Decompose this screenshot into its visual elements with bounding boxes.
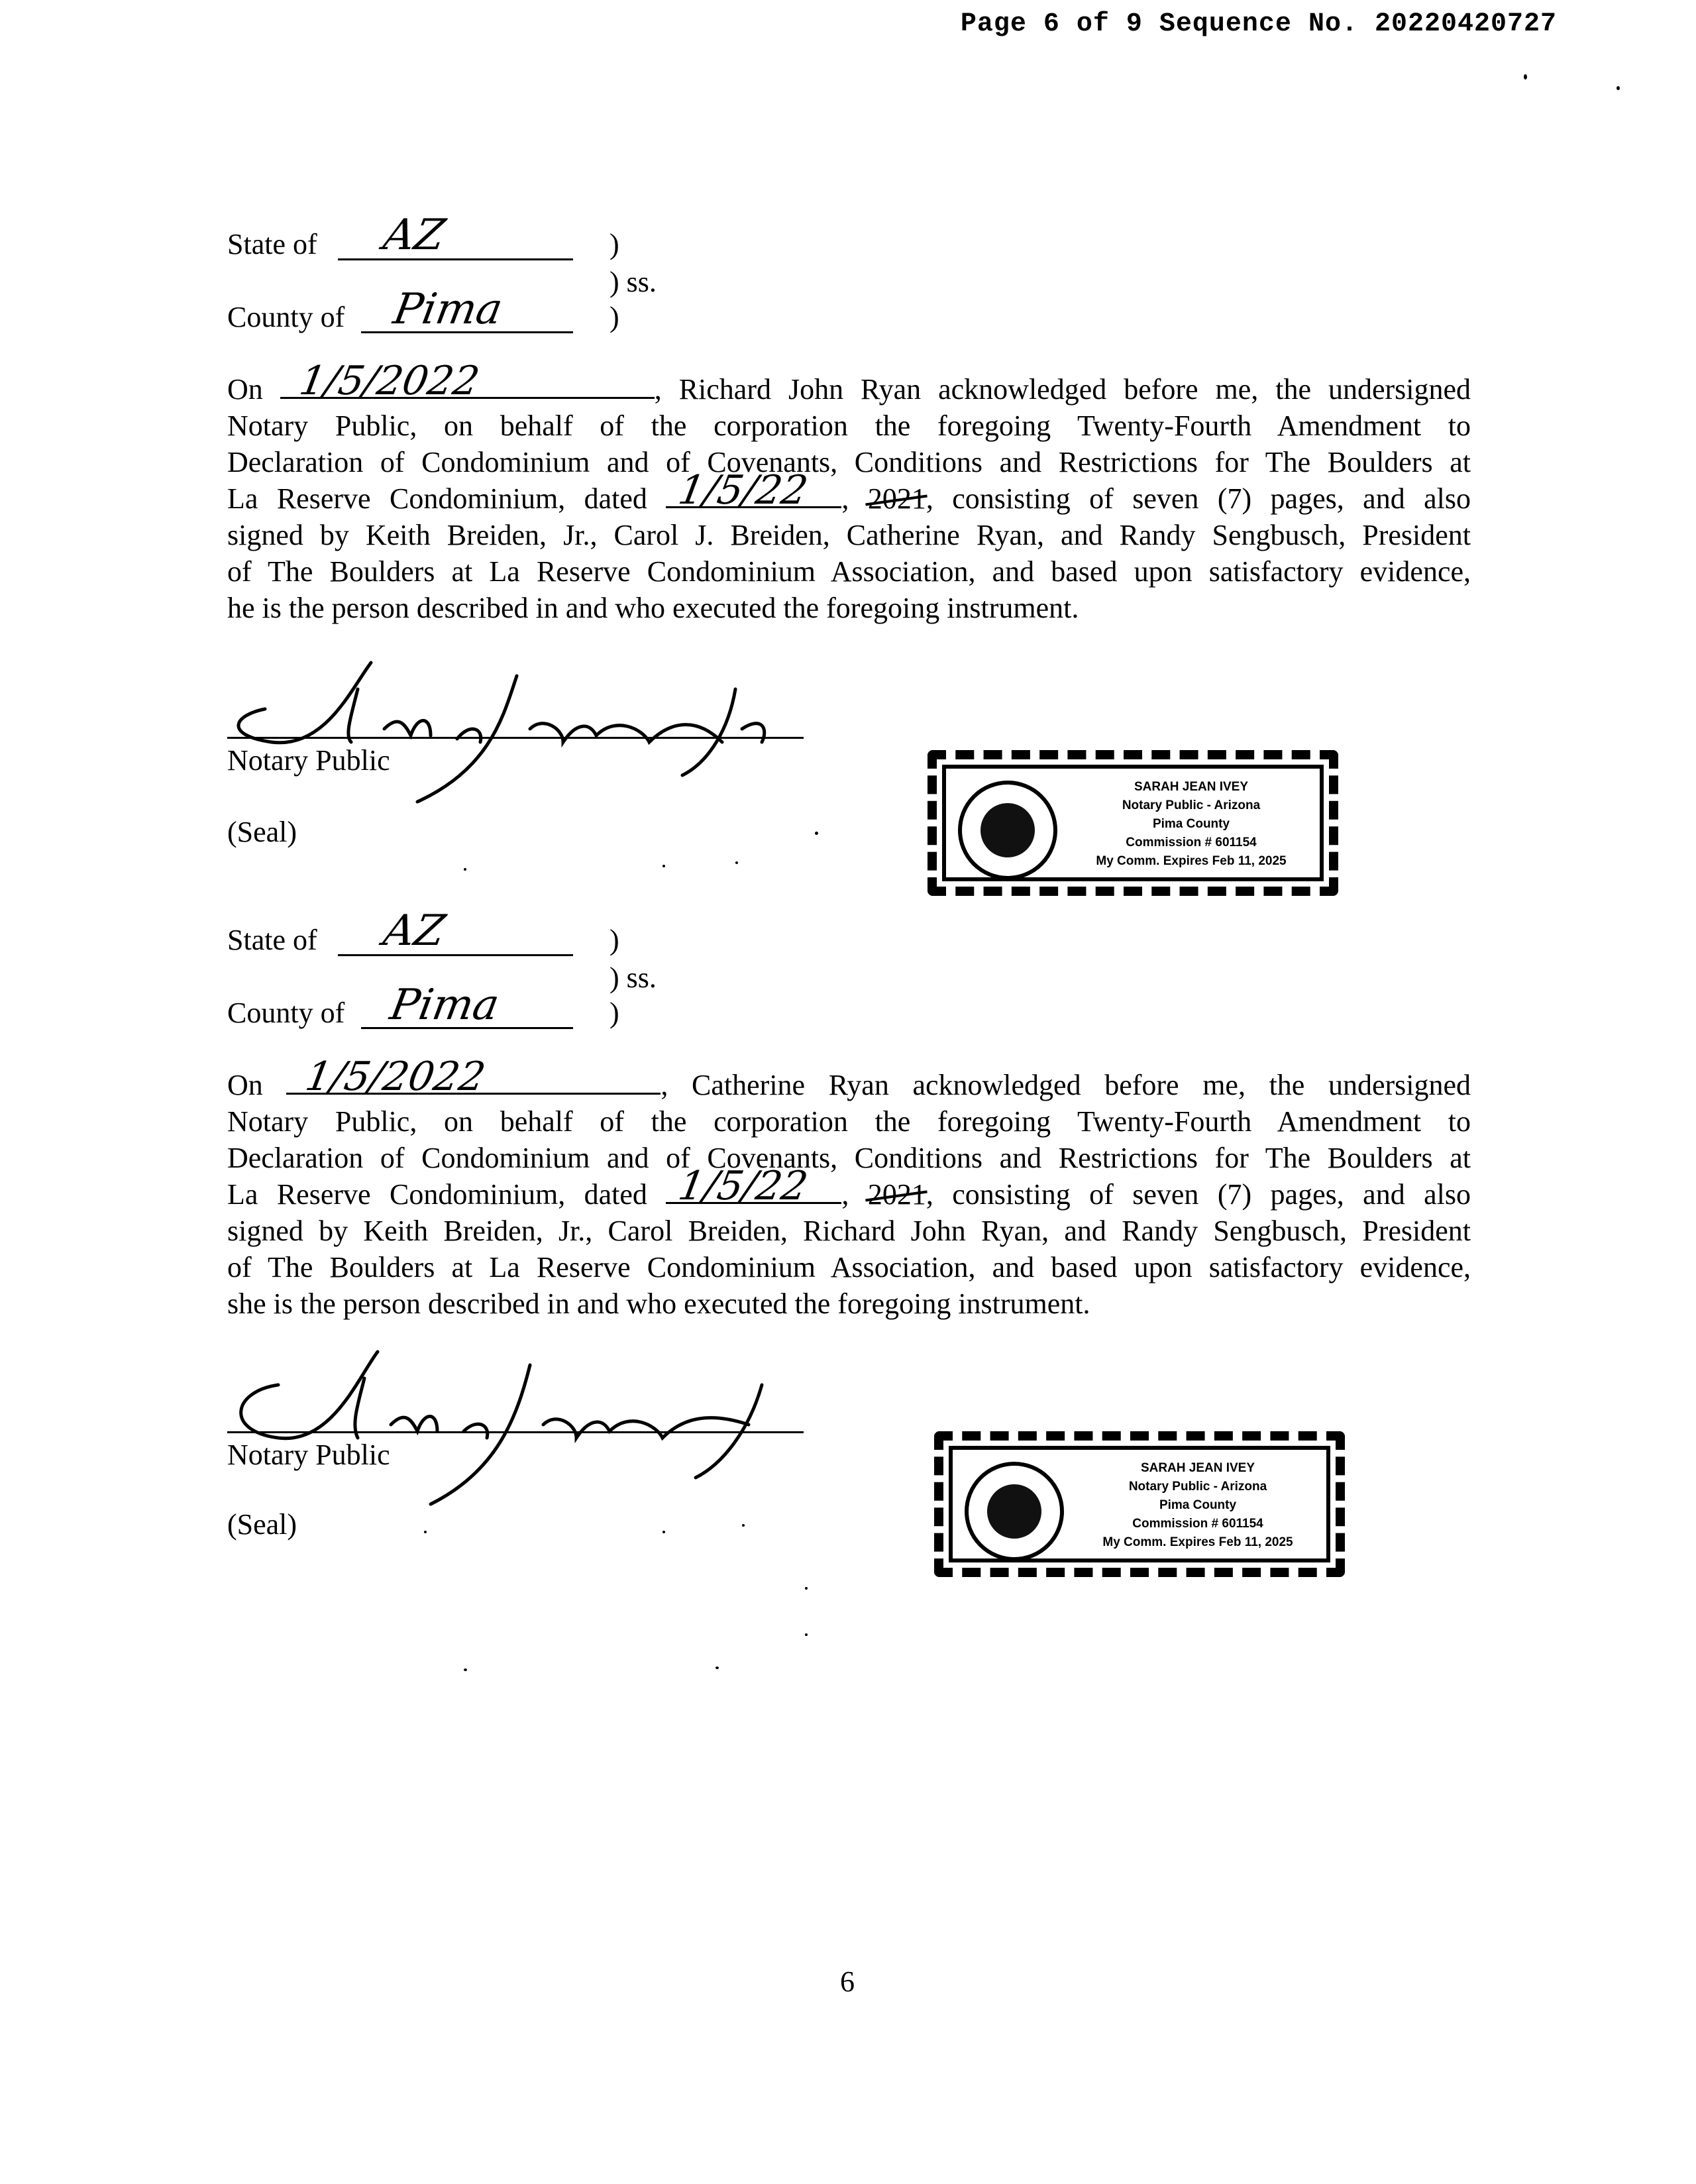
acknowledgment-paragraph	[227, 358, 1471, 626]
on-label: On	[227, 1069, 263, 1101]
dated-prefix: La Reserve Condominium, dated	[227, 1178, 647, 1211]
ss-label: ) ss.	[610, 961, 657, 994]
state-blank-line	[338, 258, 573, 260]
seal-label: (Seal)	[227, 816, 297, 848]
state-handwritten-value: AZ	[380, 211, 449, 260]
state-paren: )	[610, 228, 619, 260]
paragraph-line: Notary Public, on behalf of the corporation the foregoing Twenty-Fourth Amendment to	[227, 1105, 1471, 1138]
paragraph-line: signed by Keith Breiden, Jr., Carol J. Breiden, Catherine Ryan, and Randy Sengbusch, President	[227, 519, 1471, 551]
paragraph-line: signed by Keith Breiden, Jr., Carol Breiden, Richard John Ryan, and Randy Sengbusch, President	[227, 1215, 1471, 1247]
ack-date-handwritten: 1/5/2022	[302, 1054, 490, 1100]
scan-speck	[662, 865, 665, 867]
stamp-body	[942, 765, 1324, 881]
county-paren: )	[610, 997, 619, 1029]
signature-line	[227, 1431, 804, 1433]
stamp-name: SARAH JEAN IVEY	[1140, 1461, 1255, 1475]
state-paren: )	[610, 924, 619, 956]
signature-line	[227, 737, 804, 739]
county-label: County of	[227, 301, 345, 333]
dated-comma: ,	[841, 482, 849, 515]
notary-stamp	[928, 750, 1338, 896]
paragraph-line: Declaration of Condominium and of Covenants, Conditions and Restrictions for The Boulders at	[227, 1142, 1471, 1174]
paragraph-line: Notary Public, on behalf of the corporation the foregoing Twenty-Fourth Amendment to	[227, 410, 1471, 442]
stamp-expiration: My Comm. Expires Feb 11, 2025	[1102, 1535, 1293, 1549]
county-paren: )	[610, 301, 619, 333]
stamp-body	[949, 1446, 1330, 1562]
state-label: State of	[227, 228, 317, 260]
paragraph-line: Declaration of Condominium and of Covenants, Conditions and Restrictions for The Boulders at	[227, 446, 1471, 478]
county-label: County of	[227, 997, 345, 1029]
scan-speck	[735, 861, 738, 864]
ack-date-blank	[280, 358, 655, 404]
line1-rest: , Richard John Ryan acknowledged before me, the undersigned	[654, 373, 1471, 406]
county-handwritten-value: Pima	[386, 981, 503, 1030]
acknowledgment-paragraph	[227, 1054, 1471, 1322]
dated-comma: ,	[841, 1178, 849, 1211]
ss-label: ) ss.	[610, 266, 657, 298]
paragraph-line: she is the person described in and who executed the foregoing instrument.	[227, 1287, 1090, 1320]
stamp-text	[1079, 1459, 1317, 1552]
scan-speck	[424, 1531, 427, 1533]
state-handwritten-value: AZ	[380, 906, 449, 956]
seal-label: (Seal)	[227, 1508, 297, 1541]
stamp-name: SARAH JEAN IVEY	[1134, 780, 1249, 794]
stamp-text	[1072, 778, 1310, 871]
stamp-title: Notary Public - Arizona	[1122, 798, 1261, 812]
stamp-county: Pima County	[1159, 1498, 1237, 1512]
dated-blank	[666, 467, 841, 514]
line1-rest: , Catherine Ryan acknowledged before me, the undersigned	[661, 1069, 1471, 1101]
dated-blank	[666, 1163, 841, 1209]
struck-year: 2021	[867, 482, 926, 515]
dated-suffix: , consisting of seven (7) pages, and also	[926, 482, 1471, 515]
dated-handwritten: 1/5/22	[675, 1163, 812, 1209]
notary-public-label: Notary Public	[227, 744, 390, 777]
dated-prefix: La Reserve Condominium, dated	[227, 482, 647, 515]
state-seal-icon	[965, 1462, 1064, 1561]
scan-speck	[1616, 86, 1620, 90]
stamp-commission: Commission # 601154	[1132, 1517, 1263, 1531]
struck-year: 2021	[867, 1178, 926, 1211]
scan-speck	[742, 1524, 745, 1527]
stamp-title: Notary Public - Arizona	[1128, 1480, 1267, 1494]
notary-public-label: Notary Public	[227, 1439, 390, 1471]
paragraph-line: of The Boulders at La Reserve Condominium Association, and based upon satisfactory evidence,	[227, 555, 1471, 588]
dated-handwritten: 1/5/22	[675, 467, 812, 514]
ack-date-handwritten: 1/5/2022	[295, 358, 483, 404]
page-number: 6	[840, 1965, 855, 1998]
notary-signature	[219, 649, 815, 808]
ack-date-blank	[286, 1054, 661, 1100]
scan-speck	[815, 832, 818, 835]
stamp-commission: Commission # 601154	[1126, 836, 1257, 849]
dated-suffix: , consisting of seven (7) pages, and also	[926, 1178, 1471, 1211]
state-blank-line	[338, 954, 573, 956]
scan-speck	[464, 1668, 467, 1671]
state-seal-icon	[958, 781, 1057, 880]
county-handwritten-value: Pima	[390, 285, 506, 334]
page-sequence-header: Page 6 of 9 Sequence No. 20220420727	[960, 9, 1557, 39]
notary-signature	[219, 1338, 815, 1511]
paragraph-line: of The Boulders at La Reserve Condominium Association, and based upon satisfactory evidence,	[227, 1251, 1471, 1283]
scan-speck	[805, 1633, 808, 1636]
scan-speck	[1524, 74, 1527, 80]
scan-speck	[805, 1587, 808, 1590]
notary-stamp	[934, 1431, 1345, 1577]
scan-speck	[464, 868, 466, 871]
scan-speck	[662, 1531, 665, 1533]
stamp-county: Pima County	[1152, 817, 1230, 831]
on-label: On	[227, 373, 263, 406]
scan-speck	[716, 1666, 719, 1669]
state-label: State of	[227, 924, 317, 956]
stamp-expiration: My Comm. Expires Feb 11, 2025	[1096, 854, 1287, 868]
paragraph-line: he is the person described in and who executed the foregoing instrument.	[227, 592, 1079, 624]
